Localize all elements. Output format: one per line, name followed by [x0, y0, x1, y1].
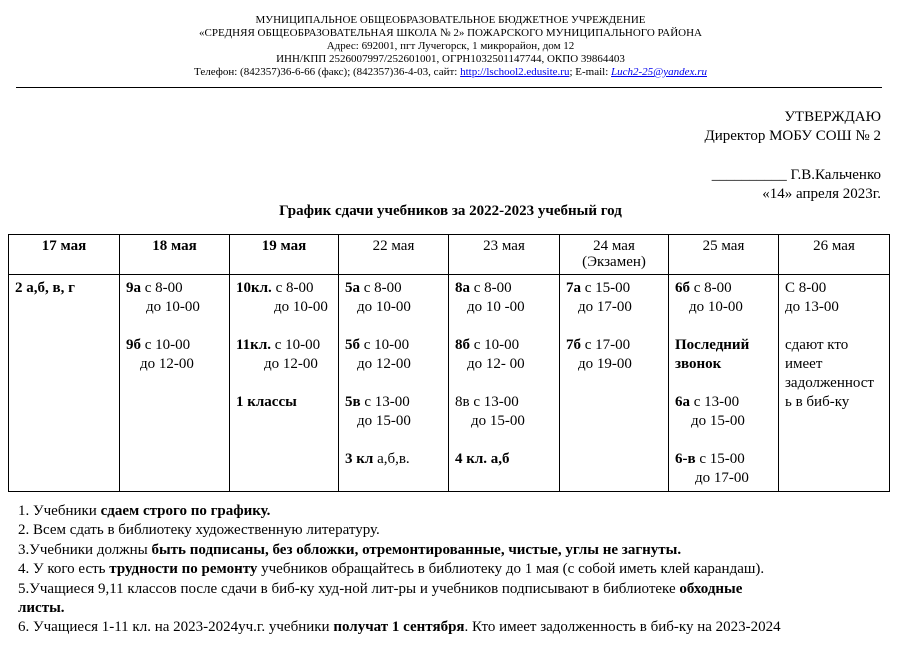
- column-header: [560, 235, 669, 275]
- debt-note: имеет: [785, 356, 823, 372]
- class-label: 3 кл: [345, 451, 374, 467]
- note-item: 1. Учебники сдаем строго по графику.: [18, 503, 271, 519]
- column-header: 19 мая: [230, 235, 339, 275]
- note-item: 2. Всем сдать в библиотеку художественную литературу.: [18, 522, 380, 539]
- debt-note: ь в биб-ку: [785, 394, 850, 410]
- column-header: 22 мая: [339, 235, 449, 275]
- approval-signature: __________ Г.В.Кальченко: [711, 167, 881, 183]
- time-to: до 12-00: [357, 356, 411, 372]
- letterhead-line: «СРЕДНЯЯ ОБЩЕОБРАЗОВАТЕЛЬНАЯ ШКОЛА № 2» ПОЖАРСКОГО МУНИЦИПАЛЬНОГО РАЙОНА: [199, 27, 702, 39]
- table-header-row: [9, 235, 890, 275]
- class-label: 5б: [345, 337, 360, 353]
- time-from: с 13-00: [690, 394, 740, 410]
- class-label: 4 кл. а,б: [455, 451, 510, 467]
- table-cell: [9, 275, 120, 492]
- notes-list: [18, 502, 893, 638]
- page-title: График сдачи учебников за 2022-2023 учебный год: [279, 203, 622, 219]
- column-header: 23 мая: [449, 235, 560, 275]
- contacts-text: ; E-mail:: [569, 66, 612, 78]
- event-label: звонок: [675, 356, 722, 372]
- column-header: 18 мая: [120, 235, 230, 275]
- event-label: Последний: [675, 337, 750, 353]
- class-label: 9б: [126, 337, 141, 353]
- time-to: до 12-00: [140, 356, 194, 372]
- class-group: 2 а,б, в, г: [15, 280, 75, 296]
- class-label: 5а: [345, 280, 360, 296]
- time-to: до 10-00: [357, 299, 411, 315]
- class-label: 6-в: [675, 451, 696, 467]
- note-item: 6. Учащиеся 1-11 кл. на 2023-2024уч.г. учебники получат 1 сентября. Кто имеет задолженность в биб-ку на 2023-2024: [18, 619, 781, 636]
- letterhead-line: МУНИЦИПАЛЬНОЕ ОБЩЕОБРАЗОВАТЕЛЬНОЕ БЮДЖЕТНОЕ УЧРЕЖДЕНИЕ: [255, 14, 646, 26]
- time-to: до 10-00: [146, 299, 200, 315]
- table-cell: [560, 275, 669, 492]
- time-from: с 15-00: [695, 451, 745, 467]
- note-item: листы.: [18, 600, 65, 617]
- note-item: 3.Учебники должны быть подписаны, без обложки, отремонтированные, чистые, углы не загнуты.: [18, 541, 682, 558]
- time-from: с 15-00: [581, 280, 631, 296]
- header-note: (Экзамен): [582, 254, 646, 270]
- class-label: 8б: [455, 337, 470, 353]
- time-to: до 15-00: [357, 413, 411, 429]
- debt-note: задолженност: [785, 375, 874, 391]
- table-cell: [779, 275, 890, 492]
- time-to: до 17-00: [578, 299, 632, 315]
- time-to: до 10-00: [274, 299, 328, 315]
- class-label: 8а: [455, 280, 470, 296]
- time-from: с 8-00: [141, 280, 183, 296]
- letterhead-contacts: [0, 66, 901, 79]
- approval-date: «14» апреля 2023г.: [762, 186, 881, 202]
- class-label: 6а: [675, 394, 690, 410]
- column-header: 25 мая: [669, 235, 779, 275]
- class-time: 8в с 13-00: [455, 394, 519, 410]
- table-cell: [449, 275, 560, 492]
- time-from: с 10-00: [141, 337, 191, 353]
- table-cell: [669, 275, 779, 492]
- time-to: до 12- 00: [467, 356, 525, 372]
- class-label: 9а: [126, 280, 141, 296]
- letterhead-line: Адрес: 692001, пгт Лучегорск, 1 микрорайон, дом 12: [326, 40, 575, 52]
- debt-note: сдают кто: [785, 337, 849, 353]
- header-divider: [16, 87, 882, 88]
- table-cell: [339, 275, 449, 492]
- note-item: 4. У кого есть трудности по ремонту учебников обращайтесь в библиотеку до 1 мая (с собой иметь клей карандаш).: [18, 561, 765, 578]
- time-from: с 10-00: [470, 337, 520, 353]
- time-to: до 19-00: [578, 356, 632, 372]
- class-label: 7б: [566, 337, 581, 353]
- time-from: с 8-00: [360, 280, 402, 296]
- class-letters: а,б,в.: [373, 451, 410, 467]
- column-header: 26 мая: [779, 235, 890, 275]
- header-date: 24 мая: [593, 238, 635, 254]
- table-cell: [120, 275, 230, 492]
- class-label: 11кл.: [236, 337, 271, 353]
- approval-title: УТВЕРЖДАЮ: [784, 109, 881, 125]
- time-from: с 17-00: [581, 337, 631, 353]
- approval-position: Директор МОБУ СОШ № 2: [704, 128, 881, 144]
- table-row: [9, 275, 890, 492]
- time-to: до 12-00: [264, 356, 318, 372]
- class-label: 1 классы: [236, 394, 297, 410]
- letterhead-line: ИНН/КПП 2526007997/252601001, ОГРН1032501147744, ОКПО 39864403: [276, 53, 625, 65]
- class-label: 10кл.: [236, 280, 272, 296]
- class-label: 7а: [566, 280, 581, 296]
- letterhead: [0, 14, 901, 79]
- class-label: 5в: [345, 394, 361, 410]
- time-from: с 8-00: [470, 280, 512, 296]
- contacts-text: Телефон: (842357)36-6-66 (факс); (842357)36-4-03, сайт:: [194, 66, 461, 78]
- time-from: с 8-00: [690, 280, 732, 296]
- schedule-table: [8, 234, 890, 492]
- site-link[interactable]: http://lschool2.edusite.ru: [460, 66, 570, 78]
- column-header: 17 мая: [9, 235, 120, 275]
- note-item: 5.Учащиеся 9,11 классов после сдачи в биб-ку худ-ной лит-ры и учебников подписывают в библиотеке обходные: [18, 580, 743, 597]
- table-cell: [230, 275, 339, 492]
- email-link[interactable]: Luch2-25@yandex.ru: [611, 66, 707, 78]
- time-to: до 13-00: [785, 299, 839, 315]
- time-to: до 15-00: [691, 413, 745, 429]
- time-from: С 8-00: [785, 280, 827, 296]
- class-label: 6б: [675, 280, 690, 296]
- time-from: с 10-00: [360, 337, 410, 353]
- time-to: до 10-00: [689, 299, 743, 315]
- time-to: до 17-00: [695, 470, 749, 486]
- time-from: с 10-00: [270, 337, 321, 353]
- time-from: с 8-00: [271, 280, 314, 296]
- time-from: с 13-00: [360, 394, 410, 410]
- time-to: до 15-00: [471, 413, 525, 429]
- time-to: до 10 -00: [467, 299, 525, 315]
